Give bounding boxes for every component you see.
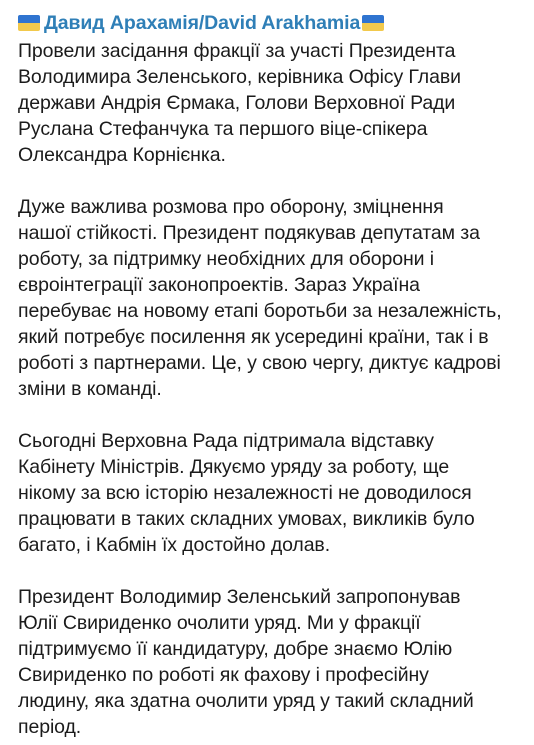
sender-name[interactable]: Давид Арахамія/David Arakhamia — [44, 11, 361, 34]
message-paragraph — [18, 584, 524, 740]
message-line: працювати в таких складних умовах, викликів було — [18, 508, 475, 530]
flag-blue-stripe — [18, 15, 40, 23]
message-line: євроінтеграції законопроектів. Зараз Україна — [18, 274, 420, 296]
sender-name-row[interactable] — [18, 8, 524, 38]
message-line: Провели засідання фракції за участі Президента — [18, 40, 456, 62]
message-line: Кабінету Міністрів. Дякуємо уряду за роботу, ще — [18, 456, 450, 478]
message-line: Свириденко по роботі як фахову і професійну — [18, 664, 429, 686]
ukraine-flag-icon — [18, 15, 40, 31]
message-line: держави Андрія Єрмака, Голови Верховної Ради — [18, 92, 456, 114]
message-line: роботу, за підтримку необхідних для оборони і — [18, 248, 434, 270]
message-line: багато, і Кабмін їх достойно долав. — [18, 534, 331, 556]
message-line: Президент Володимир Зеленський запропонував — [18, 586, 461, 608]
message-line: Олександра Корнієнка. — [18, 144, 226, 166]
message-line: зміни в команді. — [18, 378, 162, 400]
message-line: перебуває на новому етапі боротьби за незалежність, — [18, 300, 502, 322]
flag-yellow-stripe — [362, 23, 384, 31]
message-line: період. — [18, 716, 82, 738]
flag-blue-stripe — [362, 15, 384, 23]
message-line: Сьогодні Верховна Рада підтримала відставку — [18, 430, 434, 452]
message-paragraph — [18, 194, 524, 402]
message-line: Руслана Стефанчука та першого віце-спікера — [18, 118, 428, 140]
message-paragraph — [18, 38, 524, 168]
message-line: Юлії Свириденко очолити уряд. Ми у фракції — [18, 612, 421, 634]
flag-yellow-stripe — [18, 23, 40, 31]
message-line: роботі з партнерами. Це, у свою чергу, диктує кадрові — [18, 352, 501, 374]
message-text — [18, 38, 524, 740]
message-line: нашої стійкості. Президент подякував депутатам за — [18, 222, 480, 244]
message-line: який потребує посилення як усередині країни, так і в — [18, 326, 489, 348]
ukraine-flag-icon — [362, 15, 384, 31]
message-line: Володимира Зеленського, керівника Офісу Глави — [18, 66, 461, 88]
message-line: нікому за всю історію незалежності не доводилося — [18, 482, 472, 504]
message-line: людину, яка здатна очолити уряд у такий складний — [18, 690, 474, 712]
message-line: підтримуємо її кандидатуру, добре знаємо Юлію — [18, 638, 453, 660]
message-line: Дуже важлива розмова про оборону, зміцнення — [18, 196, 444, 218]
message-paragraph — [18, 428, 524, 558]
